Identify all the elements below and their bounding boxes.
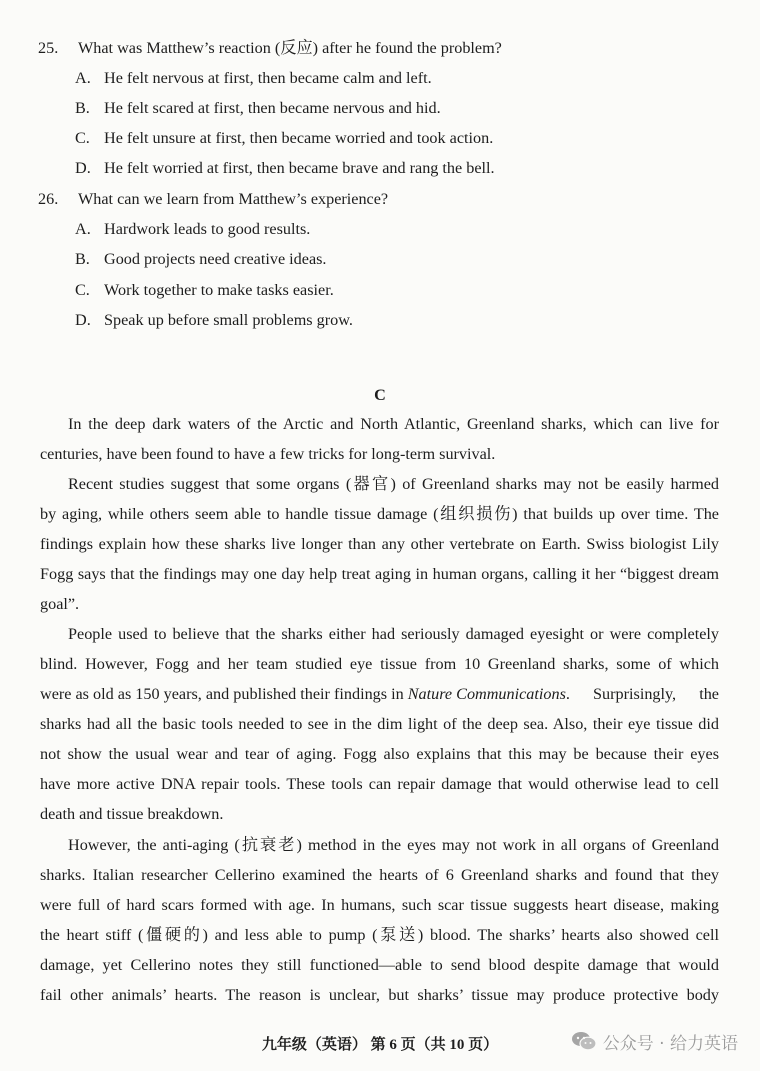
option-26-d xyxy=(75,310,353,330)
option-text: Speak up before small problems grow. xyxy=(104,311,353,329)
option-letter: A. xyxy=(75,69,91,87)
option-letter: A. xyxy=(75,220,91,238)
option-text: He felt scared at first, then became nervous and hid. xyxy=(104,99,441,117)
option-text: He felt nervous at first, then became calm and left. xyxy=(104,69,432,87)
passage-line: centuries, have been found to have a few tricks for long-term survival. xyxy=(40,445,496,463)
passage-line xyxy=(40,684,719,704)
question-number: 26. xyxy=(38,190,59,208)
option-letter: C. xyxy=(75,281,90,299)
option-letter: D. xyxy=(75,311,91,329)
option-26-b xyxy=(75,249,326,269)
option-text: Good projects need creative ideas. xyxy=(104,250,327,268)
question-25 xyxy=(38,38,502,58)
question-text: What can we learn from Matthew’s experience? xyxy=(78,190,389,208)
option-letter: D. xyxy=(75,159,91,177)
passage-line: blind. However, Fogg and her team studied eye tissue from 10 Greenland sharks, some of which xyxy=(40,655,719,673)
passage-line: death and tissue breakdown. xyxy=(40,805,224,823)
page-footer: 九年级（英语） 第 6 页（共 10 页） xyxy=(261,1037,499,1053)
option-text: Hardwork leads to good results. xyxy=(104,220,311,238)
passage-line: findings explain how these sharks live longer than any other vertebrate on Earth. Swiss biologist Lily xyxy=(40,535,719,553)
journal-name: Nature Communications xyxy=(407,685,566,703)
passage-line: goal”. xyxy=(40,595,80,613)
passage-line: sharks. Italian researcher Cellerino examined the hearts of 6 Greenland sharks and found that they xyxy=(40,866,719,884)
watermark xyxy=(571,1028,738,1054)
watermark-text: 公众号 · 给力英语 xyxy=(602,1033,738,1054)
passage-line: were full of hard scars formed with age. In humans, such scar tissue suggests heart disease, making xyxy=(40,896,719,914)
option-text: He felt unsure at first, then became worried and took action. xyxy=(104,129,494,147)
option-letter: B. xyxy=(75,99,90,117)
option-25-d xyxy=(75,158,495,178)
option-text: He felt worried at first, then became brave and rang the bell. xyxy=(104,159,495,177)
passage-line: However, the anti-aging (抗衰老) method in the eyes may not work in all organs of Greenland xyxy=(68,836,719,854)
question-26 xyxy=(38,189,388,209)
question-text: What was Matthew’s reaction (反应) after he found the problem? xyxy=(78,39,502,57)
passage-line: the heart stiff (僵硬的) and less able to pump (泵送) blood. The sharks’ hearts also showed cell xyxy=(40,926,719,944)
passage-line: not show the usual wear and tear of aging. Fogg also explains that this may be because their eyes xyxy=(40,745,719,763)
option-26-c xyxy=(75,280,334,300)
option-letter: C. xyxy=(75,129,90,147)
option-25-c xyxy=(75,128,493,148)
option-25-a xyxy=(75,68,432,88)
option-25-b xyxy=(75,98,441,118)
passage-line: People used to believe that the sharks either had seriously damaged eyesight or were completely xyxy=(68,625,719,643)
question-number: 25. xyxy=(38,39,59,57)
option-26-a xyxy=(75,219,310,239)
passage-line: have more active DNA repair tools. These tools can repair damage that would otherwise lead to cell xyxy=(40,775,719,793)
passage-line: Fogg says that the findings may one day help treat aging in human organs, calling it her “biggest dream xyxy=(40,565,719,583)
passage-text: were as old as 150 years, and published their findings in xyxy=(40,685,408,703)
wechat-icon xyxy=(571,1031,597,1051)
passage-line: In the deep dark waters of the Arctic and North Atlantic, Greenland sharks, which can live for xyxy=(68,415,719,433)
passage-line: fail other animals’ hearts. The reason is unclear, but sharks’ tissue may produce protective body xyxy=(40,986,719,1004)
option-letter: B. xyxy=(75,250,90,268)
passage-line: damage, yet Cellerino notes they still functioned—able to send blood despite damage that would xyxy=(40,956,719,974)
passage-line: sharks had all the basic tools needed to see in the dim light of the deep sea. Also, their eye tissue did xyxy=(40,715,719,733)
passage-text: . Surprisingly, the xyxy=(565,685,719,703)
option-text: Work together to make tasks easier. xyxy=(104,281,334,299)
passage-line: Recent studies suggest that some organs (器官) of Greenland sharks may not be easily harmed xyxy=(68,475,719,493)
section-heading: C xyxy=(374,386,386,404)
passage-line: by aging, while others seem able to handle tissue damage (组织损伤) that builds up over time. The xyxy=(40,505,719,523)
